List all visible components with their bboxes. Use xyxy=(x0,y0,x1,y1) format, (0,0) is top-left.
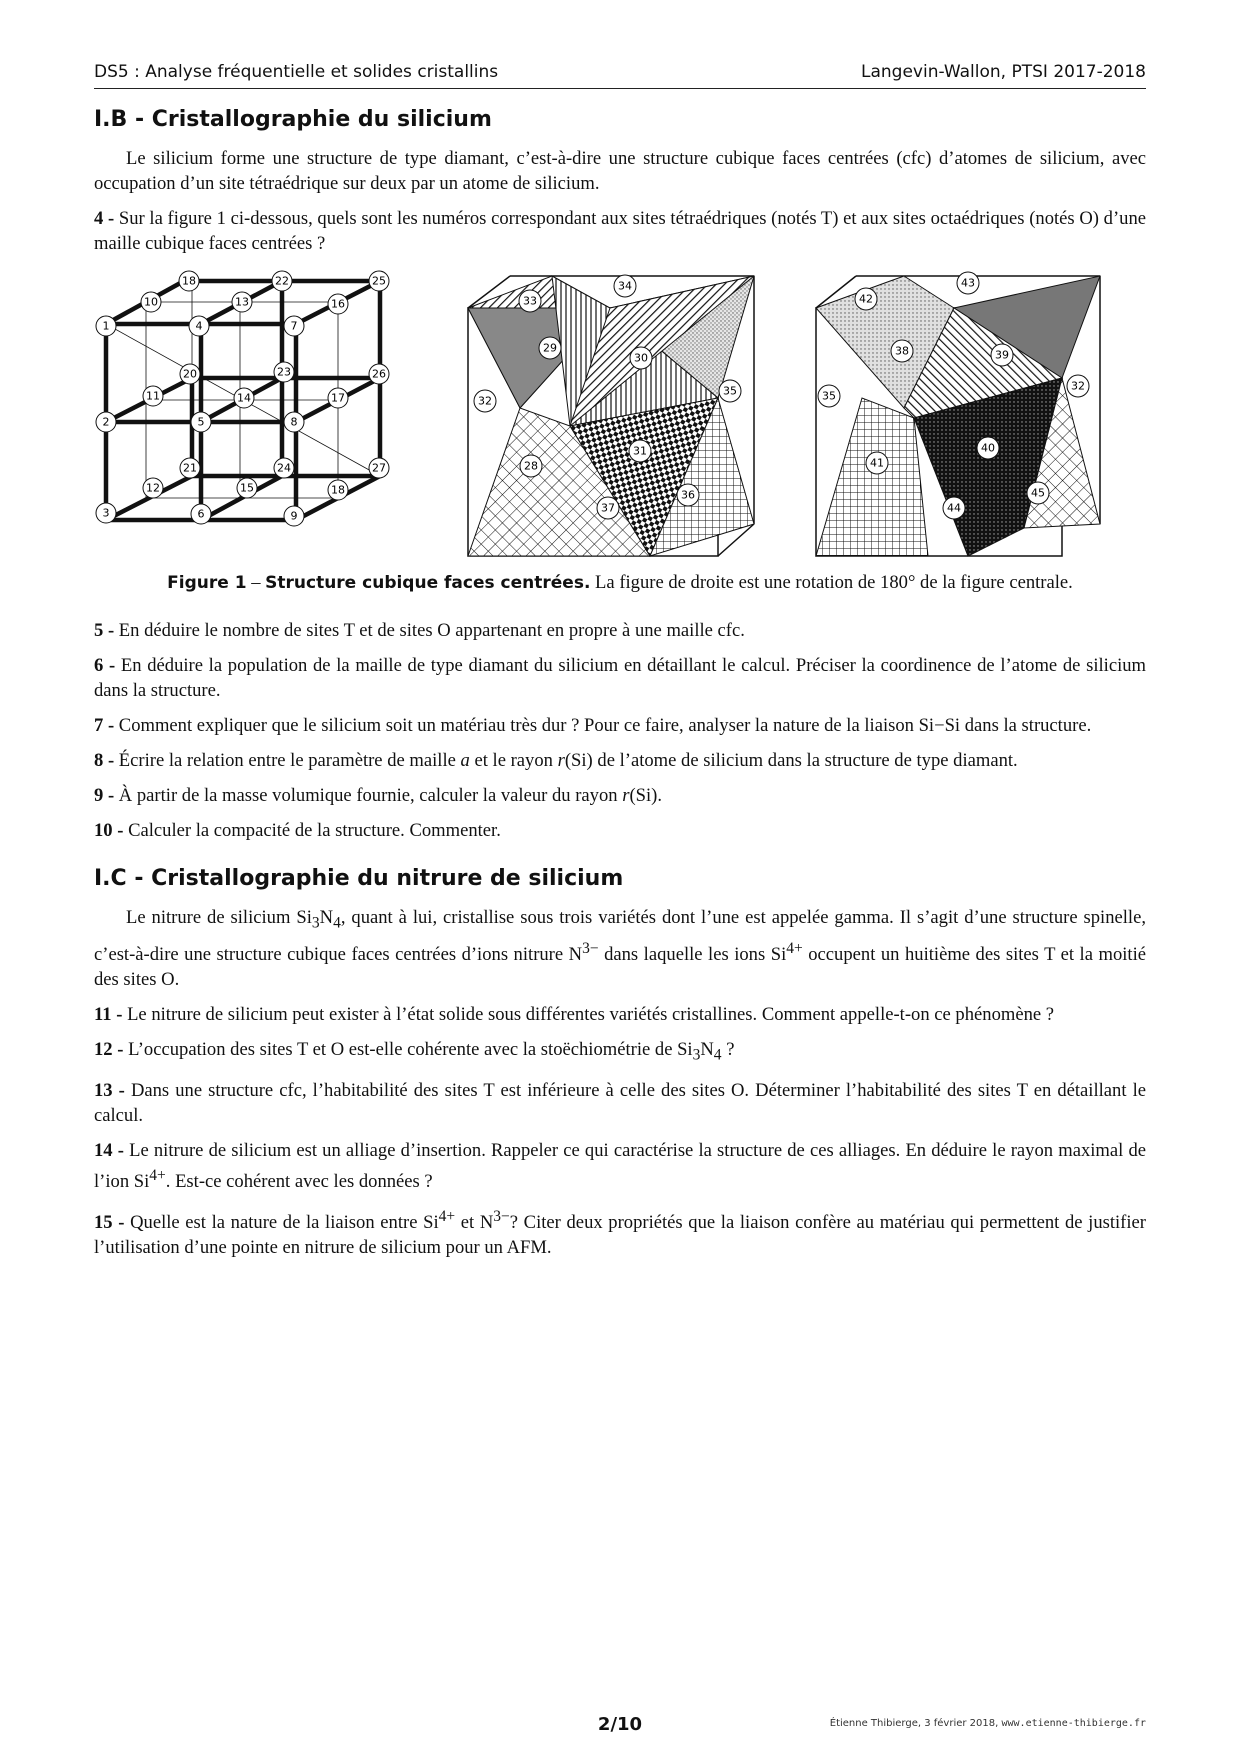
svg-text:10: 10 xyxy=(144,295,158,309)
superscript: 4+ xyxy=(786,939,803,957)
svg-text:18: 18 xyxy=(331,483,345,497)
svg-text:26: 26 xyxy=(372,367,386,381)
question-14 xyxy=(94,1138,1146,1194)
svg-text:7: 7 xyxy=(290,319,298,333)
subscript: 4 xyxy=(333,914,341,932)
superscript: 4+ xyxy=(149,1166,166,1184)
section-title-c: I.C - Cristallographie du nitrure de silicium xyxy=(94,866,624,891)
site-label-35 xyxy=(719,380,741,402)
question-text: . Est-ce cohérent avec les données ? xyxy=(165,1170,433,1192)
svg-text:3: 3 xyxy=(102,506,110,520)
site-label-27 xyxy=(369,458,389,478)
question-number: 11 - xyxy=(94,1003,123,1025)
question-9 xyxy=(94,783,1146,808)
svg-text:38: 38 xyxy=(895,344,909,358)
site-label-1 xyxy=(96,316,116,336)
question-text: En déduire la population de la maille de type diamant du silicium en détaillant le calcul. Préciser la coordinence de l’atome de silicium dans la structure. xyxy=(94,655,1147,701)
question-text: Écrire la relation entre le paramètre de maille xyxy=(118,750,461,771)
svg-text:43: 43 xyxy=(961,276,975,290)
svg-text:29: 29 xyxy=(543,341,557,355)
question-number: 12 - xyxy=(94,1038,124,1060)
site-label-29 xyxy=(539,337,561,359)
question-8 xyxy=(94,748,1146,773)
site-label-8 xyxy=(284,412,304,432)
caption-text: La figure de droite est une rotation de 180° de la figure centrale. xyxy=(590,572,1073,593)
question-text: (Si). xyxy=(629,785,662,806)
intro-text: Le nitrure de silicium Si xyxy=(126,907,312,928)
caption-lead: Figure 1 xyxy=(167,573,247,593)
footer-author: Étienne Thibierge, 3 février 2018, xyxy=(829,1718,1002,1729)
site-label-7 xyxy=(284,316,304,336)
site-label-26 xyxy=(369,364,389,384)
page-number: 2/10 xyxy=(597,1714,643,1735)
site-label-28 xyxy=(520,455,542,477)
question-number: 14 - xyxy=(94,1139,124,1161)
site-label-10 xyxy=(141,292,161,312)
svg-text:32: 32 xyxy=(1071,379,1085,393)
superscript: 3− xyxy=(582,939,599,957)
site-label-2 xyxy=(96,412,116,432)
svg-text:13: 13 xyxy=(235,295,249,309)
site-label-40 xyxy=(977,437,999,459)
svg-text:33: 33 xyxy=(523,294,537,308)
question-text: et le rayon xyxy=(469,750,558,771)
figure-1 xyxy=(94,268,1146,558)
svg-text:18: 18 xyxy=(182,274,196,288)
svg-text:28: 28 xyxy=(524,459,538,473)
svg-text:15: 15 xyxy=(240,481,254,495)
svg-text:44: 44 xyxy=(947,501,961,515)
site-label-44 xyxy=(943,497,965,519)
svg-text:11: 11 xyxy=(146,389,160,403)
page-header xyxy=(94,62,1146,89)
question-10 xyxy=(94,818,1146,843)
question-11 xyxy=(94,1002,1146,1027)
question-text: Quelle est la nature de la liaison entre Si xyxy=(130,1212,439,1233)
site-label-17 xyxy=(328,388,348,408)
intro-text: N xyxy=(319,907,334,928)
svg-text:34: 34 xyxy=(618,279,632,293)
footer-url[interactable]: www.etienne-thibierge.fr xyxy=(1001,1718,1146,1729)
question-text: N xyxy=(700,1038,714,1060)
site-label-30 xyxy=(630,347,652,369)
svg-text:9: 9 xyxy=(290,509,298,523)
site-label-9 xyxy=(284,506,304,526)
question-text: (Si) de l’atome de silicium dans la structure de type diamant. xyxy=(564,750,1018,771)
site-label-43 xyxy=(957,272,979,294)
svg-text:30: 30 xyxy=(634,351,648,365)
site-label-35r xyxy=(818,385,840,407)
question-number: 10 - xyxy=(94,820,124,841)
question-text: ? xyxy=(721,1038,735,1060)
site-label-4 xyxy=(189,316,209,336)
question-text: et N xyxy=(455,1212,494,1233)
section-b-intro: Le silicium forme une structure de type diamant, c’est-à-dire une structure cubique faces centrées (cfc) d’atomes de silicium, avec occupation d’un site tétraédrique sur deux par un atome de silicium. xyxy=(94,148,1146,194)
site-label-20 xyxy=(180,364,200,384)
question-text: À partir de la masse volumique fournie, calculer la valeur du rayon xyxy=(118,785,623,806)
site-label-5 xyxy=(191,412,211,432)
svg-text:17: 17 xyxy=(331,391,345,405)
svg-text:1: 1 xyxy=(102,319,110,333)
question-number: 5 - xyxy=(94,620,115,641)
svg-text:45: 45 xyxy=(1031,486,1045,500)
superscript: 3− xyxy=(493,1207,510,1225)
intro-text: occupent un huitième des sites T et la moitié des sites O. xyxy=(94,943,1146,990)
question-text: Sur la figure 1 ci-dessous, quels sont les numéros correspondant aux sites tétraédriques (notés T) et aux sites octaédriques (notés O) d’une maille cubique faces centrées ? xyxy=(94,208,1146,254)
site-label-37 xyxy=(597,497,619,519)
subscript: 3 xyxy=(692,1046,701,1064)
question-number: 8 - xyxy=(94,750,115,771)
header-left: DS5 : Analyse fréquentielle et solides cristallins xyxy=(94,62,499,82)
question-number: 9 - xyxy=(94,785,115,806)
footer-credit xyxy=(830,1718,1146,1729)
question-6 xyxy=(94,653,1146,703)
svg-text:2: 2 xyxy=(102,415,110,429)
site-label-32 xyxy=(474,390,496,412)
section-title-b: I.B - Cristallographie du silicium xyxy=(94,107,492,132)
site-label-23 xyxy=(274,362,294,382)
site-labels xyxy=(96,271,389,526)
svg-text:24: 24 xyxy=(277,461,291,475)
svg-text:25: 25 xyxy=(372,274,386,288)
question-number: 6 - xyxy=(94,655,116,676)
svg-text:35: 35 xyxy=(723,384,737,398)
intro-text: , quant à lui, cristallise sous trois variétés dont l’une est appelée gamma. Il s’agit d’une structure spinelle, c’est-à-dire une structure cubique faces centrées d’ions nitrure N xyxy=(94,907,1146,965)
site-label-13 xyxy=(232,292,252,312)
site-label-41 xyxy=(866,452,888,474)
site-label-3 xyxy=(96,503,116,523)
site-label-14 xyxy=(234,388,254,408)
svg-text:37: 37 xyxy=(601,501,615,515)
question-number: 7 - xyxy=(94,715,115,736)
site-label-38 xyxy=(891,340,913,362)
section-c-intro xyxy=(94,905,1146,992)
site-label-31 xyxy=(629,440,651,462)
question-7 xyxy=(94,713,1146,738)
svg-text:20: 20 xyxy=(183,367,197,381)
svg-text:4: 4 xyxy=(195,319,203,333)
site-label-18a xyxy=(179,271,199,291)
site-label-34 xyxy=(614,275,636,297)
svg-text:31: 31 xyxy=(633,444,647,458)
superscript: 4+ xyxy=(438,1207,456,1225)
question-text: ? Citer deux propriétés que la liaison confère au matériau qui permettent de justifier l’utilisation d’une pointe en nitrure de silicium pour un AFM. xyxy=(94,1212,1146,1258)
site-label-21 xyxy=(180,458,200,478)
svg-text:39: 39 xyxy=(995,348,1009,362)
svg-text:8: 8 xyxy=(290,415,298,429)
site-label-36 xyxy=(677,484,699,506)
page-content xyxy=(94,102,1146,1270)
question-5 xyxy=(94,618,1146,643)
site-label-39 xyxy=(991,344,1013,366)
tetra-octa-figure xyxy=(460,268,760,558)
site-label-42 xyxy=(855,288,877,310)
site-label-16 xyxy=(328,294,348,314)
site-label-15 xyxy=(237,478,257,498)
symbol-r: r xyxy=(557,750,565,771)
svg-text:36: 36 xyxy=(681,488,695,502)
svg-text:21: 21 xyxy=(183,461,197,475)
svg-text:35: 35 xyxy=(822,389,836,403)
cubic-grid-figure xyxy=(94,268,390,558)
site-label-25 xyxy=(369,271,389,291)
svg-text:12: 12 xyxy=(146,481,160,495)
svg-text:41: 41 xyxy=(870,456,884,470)
svg-text:23: 23 xyxy=(277,365,291,379)
figure-caption xyxy=(94,570,1146,596)
subscript: 3 xyxy=(311,914,320,932)
question-text: Dans une structure cfc, l’habitabilité des sites T est inférieure à celle des sites O. Déterminer l’habitabilité des sites T en détaillant le calcul. xyxy=(94,1079,1146,1126)
site-label-33 xyxy=(519,290,541,312)
site-label-12 xyxy=(143,478,163,498)
question-text: Comment expliquer que le silicium soit un matériau très dur ? Pour ce faire, analyser la nature de la liaison Si−Si dans la structure. xyxy=(118,715,1092,736)
question-text: Le nitrure de silicium est un alliage d’insertion. Rappeler ce qui caractérise la structure de ces alliages. En déduire le rayon maximal de l’ion Si xyxy=(94,1139,1146,1192)
site-label-11 xyxy=(143,386,163,406)
svg-text:40: 40 xyxy=(981,441,995,455)
site-label-18b xyxy=(328,480,348,500)
header-right: Langevin-Wallon, PTSI 2017-2018 xyxy=(861,62,1146,82)
question-text: En déduire le nombre de sites T et de sites O appartenant en propre à une maille cfc. xyxy=(118,620,745,641)
svg-text:42: 42 xyxy=(859,292,873,306)
question-text: Le nitrure de silicium peut exister à l’état solide sous différentes variétés cristallines. Comment appelle-t-on ce phénomène ? xyxy=(127,1003,1055,1025)
svg-text:16: 16 xyxy=(331,297,345,311)
site-label-6 xyxy=(191,504,211,524)
question-text: L’occupation des sites T et O est-elle cohérente avec la stoëchiométrie de Si xyxy=(128,1038,693,1060)
question-number: 13 - xyxy=(94,1079,125,1101)
question-number: 15 - xyxy=(94,1212,125,1233)
svg-text:5: 5 xyxy=(197,415,205,429)
svg-text:6: 6 xyxy=(197,507,205,521)
question-4 xyxy=(94,206,1146,256)
svg-text:27: 27 xyxy=(372,461,386,475)
rotated-figure xyxy=(808,268,1108,558)
subscript: 4 xyxy=(713,1046,722,1064)
svg-text:22: 22 xyxy=(275,274,289,288)
question-text: Calculer la compacité de la structure. Commenter. xyxy=(128,820,501,841)
question-12 xyxy=(94,1037,1146,1068)
caption-title: Structure cubique faces centrées. xyxy=(265,573,591,593)
question-15 xyxy=(94,1204,1146,1260)
svg-text:14: 14 xyxy=(237,391,251,405)
site-label-45 xyxy=(1027,482,1049,504)
site-label-24 xyxy=(274,458,294,478)
question-13 xyxy=(94,1078,1146,1128)
symbol-a: a xyxy=(460,750,470,771)
symbol-r: r xyxy=(622,785,630,806)
intro-text: dans laquelle les ions Si xyxy=(598,943,787,965)
question-number: 4 - xyxy=(94,208,115,229)
site-label-32r xyxy=(1067,375,1089,397)
svg-text:32: 32 xyxy=(478,394,492,408)
caption-dash: – xyxy=(246,572,266,593)
site-label-22 xyxy=(272,271,292,291)
